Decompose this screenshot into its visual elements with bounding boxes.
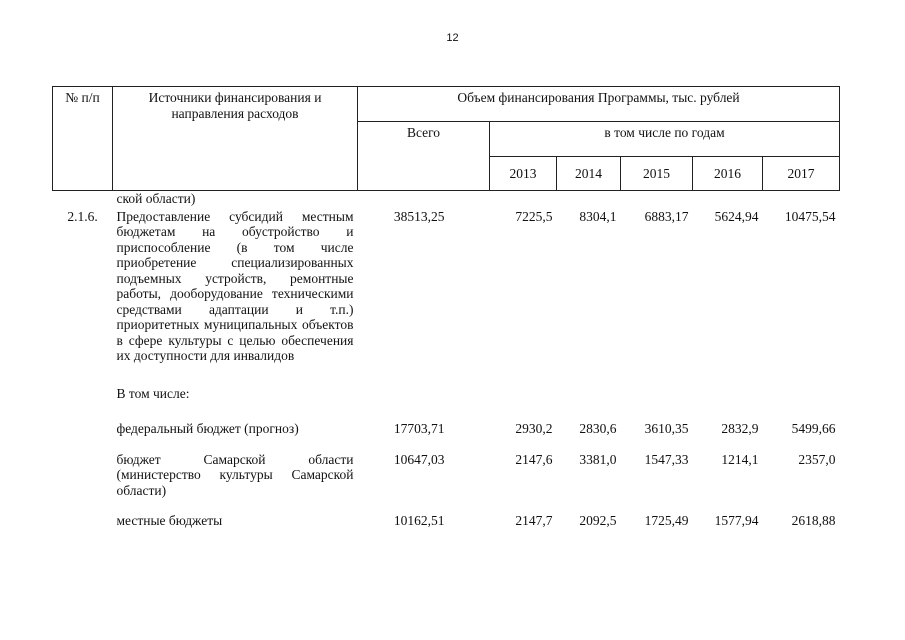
row-2016: 5624,94: [714, 208, 759, 224]
row-2015: 6883,17: [644, 208, 689, 224]
row-2017: 10475,54: [784, 208, 836, 224]
header-volume: Объем финансирования Программы, тыс. рублей: [358, 87, 840, 122]
row-2014: 3381,0: [579, 451, 617, 467]
cell-number: [53, 191, 113, 209]
table-row: [53, 513, 840, 529]
row-number: 2.1.6.: [67, 208, 98, 224]
header-year-2016: 2016: [693, 157, 763, 191]
row-description: В том числе:: [116, 385, 190, 401]
row-total: 38513,25: [393, 208, 445, 224]
header-year-2017: 2017: [763, 157, 840, 191]
row-total: 17703,71: [393, 421, 445, 436]
row-2014: 2092,5: [579, 513, 617, 528]
row-2013: 7225,5: [515, 208, 553, 224]
row-description: местные бюджеты: [116, 513, 223, 528]
row-2015: 1725,49: [644, 513, 689, 528]
header-number: № п/п: [53, 87, 113, 191]
row-2013: 2147,6: [515, 451, 553, 467]
row-description: федеральный бюджет (прогноз): [116, 421, 299, 436]
header-by-years: в том числе по годам: [490, 122, 840, 157]
row-description: бюджет Самарской области (министерство культуры Самарской области): [116, 451, 354, 498]
row-2015: 1547,33: [644, 451, 689, 467]
row-number: [53, 386, 113, 422]
row-2017: 2357,0: [798, 451, 836, 467]
table-row: [53, 421, 840, 452]
row-2017: 2618,88: [791, 513, 836, 528]
row-total: 10647,03: [393, 451, 445, 467]
header-year-2015: 2015: [621, 157, 693, 191]
row-number: [53, 452, 113, 514]
row-2014: 2830,6: [579, 421, 617, 436]
row-number: [53, 513, 113, 529]
row-2014: 8304,1: [579, 208, 617, 224]
row-2013: 2930,2: [515, 421, 553, 436]
header-year-2014: 2014: [557, 157, 621, 191]
row-2015: 3610,35: [644, 421, 689, 436]
row-2016: 1577,94: [714, 513, 759, 528]
row-2016: 2832,9: [721, 421, 759, 436]
header-total: Всего: [358, 122, 490, 191]
table-row: [53, 386, 840, 422]
row-total: 10162,51: [393, 513, 445, 528]
row-2017: 5499,66: [791, 421, 836, 436]
header-year-2013: 2013: [490, 157, 557, 191]
financing-table: [52, 86, 840, 529]
table-row: [53, 452, 840, 514]
row-description: Предоставление субсидий местным бюджетам на обустройство и приспособление (в том числе приобретение специализированных подъемных устройств, ремонтные работы, дооборудование техническими средствами адаптации и т.п.) приоритетных муниципальных объектов в сфере культуры с целью обеспечения их доступности для инвалидов: [116, 208, 354, 363]
row-2016: 1214,1: [721, 451, 759, 467]
row-2013: 2147,7: [515, 513, 553, 528]
header-source: Источники финансирования и направления расходов: [113, 87, 358, 191]
row-number: [53, 421, 113, 452]
page-number: 12: [446, 32, 459, 44]
continuation-text: ской области): [116, 191, 196, 206]
table-row: [53, 209, 840, 386]
